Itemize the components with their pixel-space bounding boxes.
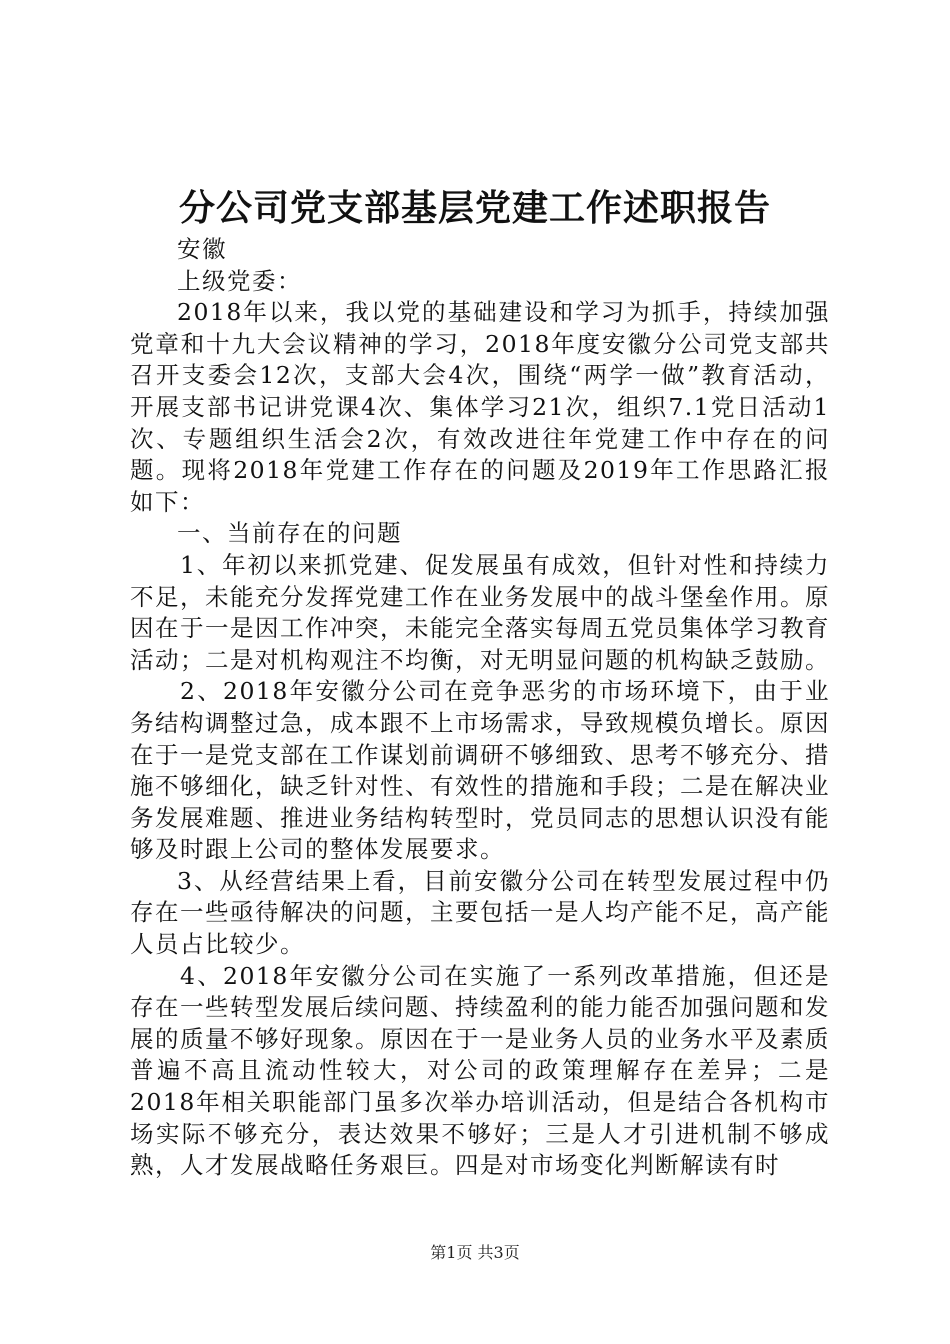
problem-item-1: 1、年初以来抓党建、促发展虽有成效，但针对性和持续力不足，未能充分发挥党建工作在业务发展中的战斗堡垒作用。原因在于一是因工作冲突，未能完全落实每周五党员集体学习教育活动；二是对机构观注不均衡，对无明显问题的机构缺乏鼓励。 bbox=[130, 550, 830, 674]
problem-item-3: 3、从经营结果上看，目前安徽分公司在转型发展过程中仍存在一些亟待解决的问题，主要包括一是人均产能不足，高产能人员占比较少。 bbox=[130, 866, 830, 959]
section-heading: 一、当前存在的问题 bbox=[177, 519, 402, 548]
document-title: 分公司党支部基层党建工作述职报告 bbox=[178, 187, 771, 229]
problem-item-2: 2、2018年安徽分公司在竞争恶劣的市场环境下，由于业务结构调整过急，成本跟不上市场需求，导致规模负增长。原因在于一是党支部在工作谋划前调研不够细致、思考不够充分、措施不够细化，缺乏针对性、有效性的措施和手段；二是在解决业务发展难题、推进业务结构转型时，党员同志的思想认识没有能够及时跟上公司的整体发展要求。 bbox=[130, 677, 830, 864]
intro-paragraph: 2018年以来，我以党的基础建设和学习为抓手，持续加强党章和十九大会议精神的学习，2018年度安徽分公司党支部共召开支委会12次，支部大会4次，围绕“两学一做”教育活动，开展支部书记讲党课4次、集体学习21次，组织7.1党日活动1次、专题组织生活会2次，有效改进往年党建工作中存在的问题。现将2018年党建工作存在的问题及2019年工作思路汇报如下： bbox=[130, 298, 830, 516]
page-indicator: 第1页 共3页 bbox=[430, 1243, 520, 1262]
problem-item-4: 4、2018年安徽分公司在实施了一系列改革措施，但还是存在一些转型发展后续问题、持续盈利的能力能否加强问题和发展的质量不够好现象。原因在于一是业务人员的业务水平及素质普遍不高且流动性较大，对公司的政策理解存在差异；二是2018年相关职能部门虽多次举办培训活动，但是结合各机构市场实际不够充分，表达效果不够好；三是人才引进机制不够成熟，人才发展战略任务艰巨。四是对市场变化判断解读有时 bbox=[130, 961, 830, 1180]
addressee-line: 上级党委： bbox=[177, 266, 302, 295]
location-line: 安徽 bbox=[177, 235, 227, 263]
document-body bbox=[130, 234, 830, 1182]
